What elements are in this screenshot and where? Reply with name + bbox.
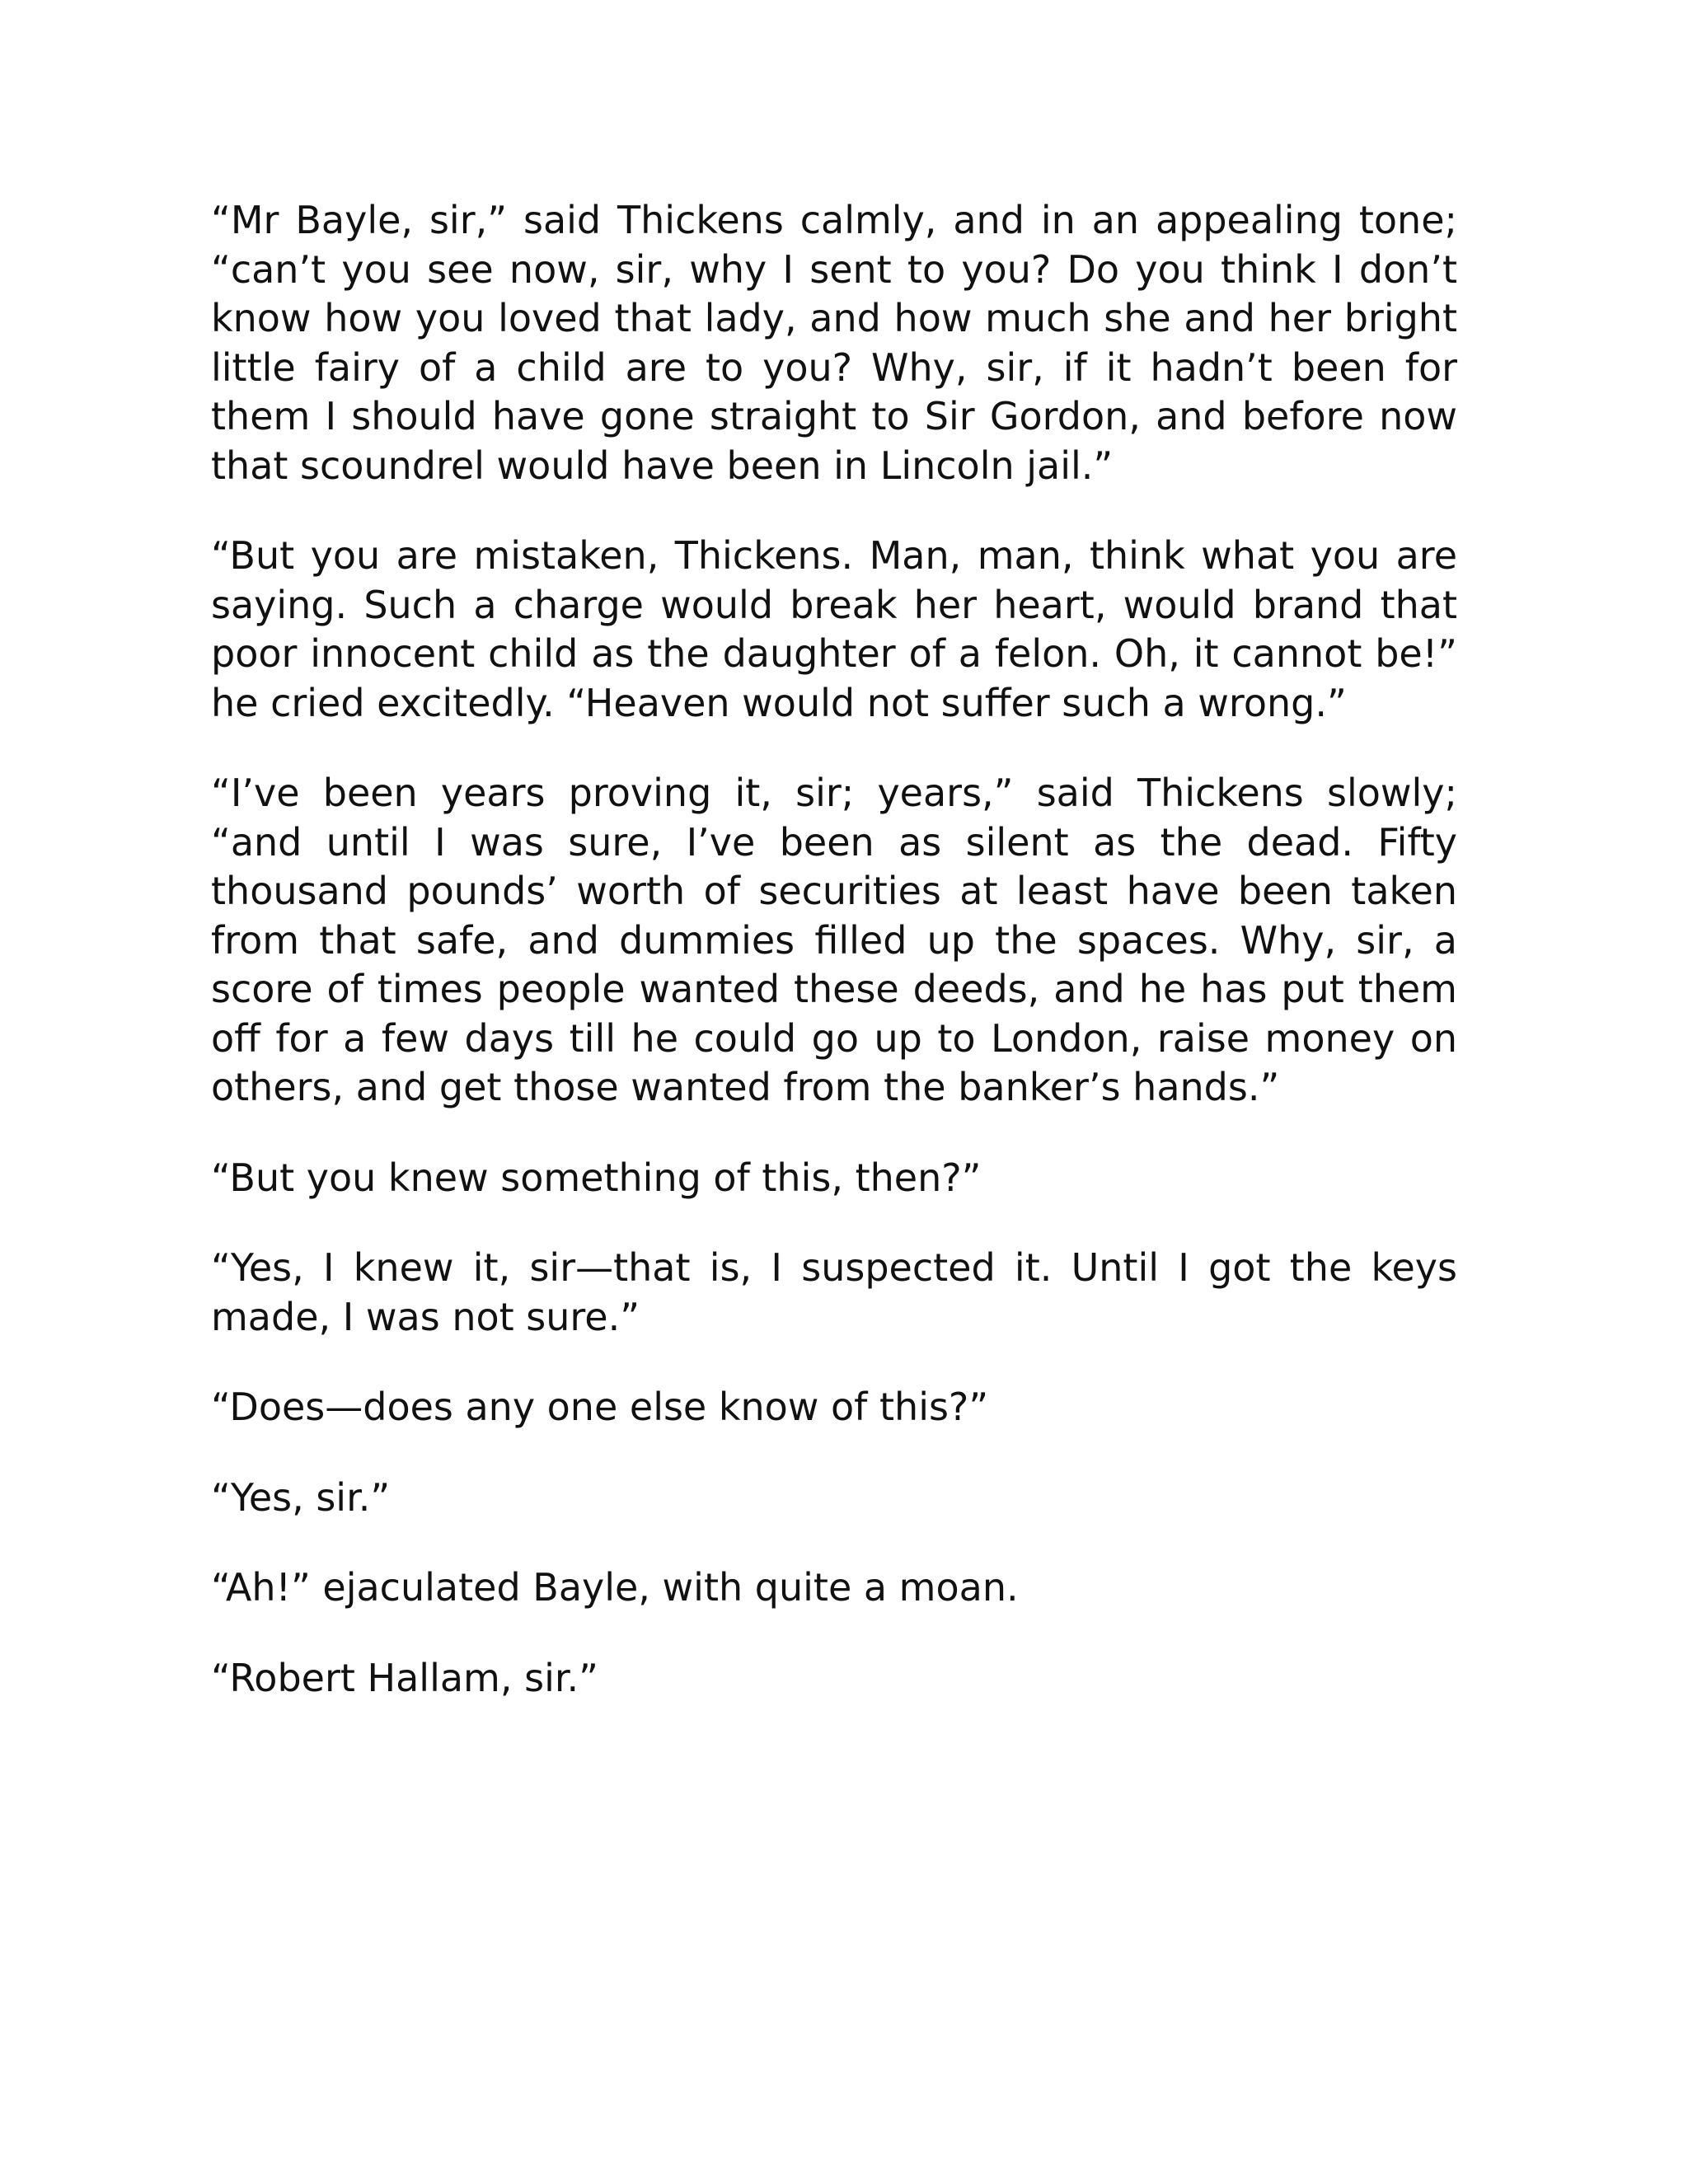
paragraph-7: “Yes, sir.” [211,1474,391,1520]
paragraph-1: “Mr Bayle, sir,” said Thickens calmly, and in an appealing tone; “can’t you see now, sir, why I sent to you? Do you think I don’t know how you loved that lady, and how much she and her bright little fairy of a child are to you? Why, sir, if it hadn’t been for them I should have gone straight to Sir Gordon, and before now that scoundrel would have been in Lincoln jail.” [211,198,1457,488]
paragraph-4: “But you knew something of this, then?” [211,1155,982,1200]
body-text [211,196,1457,1744]
paragraph-6: “Does—does any one else know of this?” [211,1385,989,1429]
paragraph-8: “Ah!” ejaculated Bayle, with quite a moan. [211,1565,1019,1610]
paragraph-3: “I’ve been years proving it, sir; years,” said Thickens slowly; “and until I was sure, I’ve been as silent as the dead. Fifty thousand pounds’ worth of securities at least have been taken from that safe, and dummies filled up the spaces. Why, sir, a score of times people wanted these deeds, and he has put them off for a few days till he could go up to London, raise money on others, and get those wanted from the banker’s hands.” [211,771,1457,1109]
paragraph-5: “Yes, I knew it, sir—that is, I suspected it. Until I got the keys made, I was not sure.” [211,1245,1457,1339]
paragraph-9: “Robert Hallam, sir.” [211,1655,598,1700]
paragraph-2: “But you are mistaken, Thickens. Man, man, think what you are saying. Such a charge would break her heart, would brand that poor innocent child as the daughter of a felon. Oh, it cannot be!” he cried excitedly. “Heaven would not suffer such a wrong.” [211,533,1457,725]
